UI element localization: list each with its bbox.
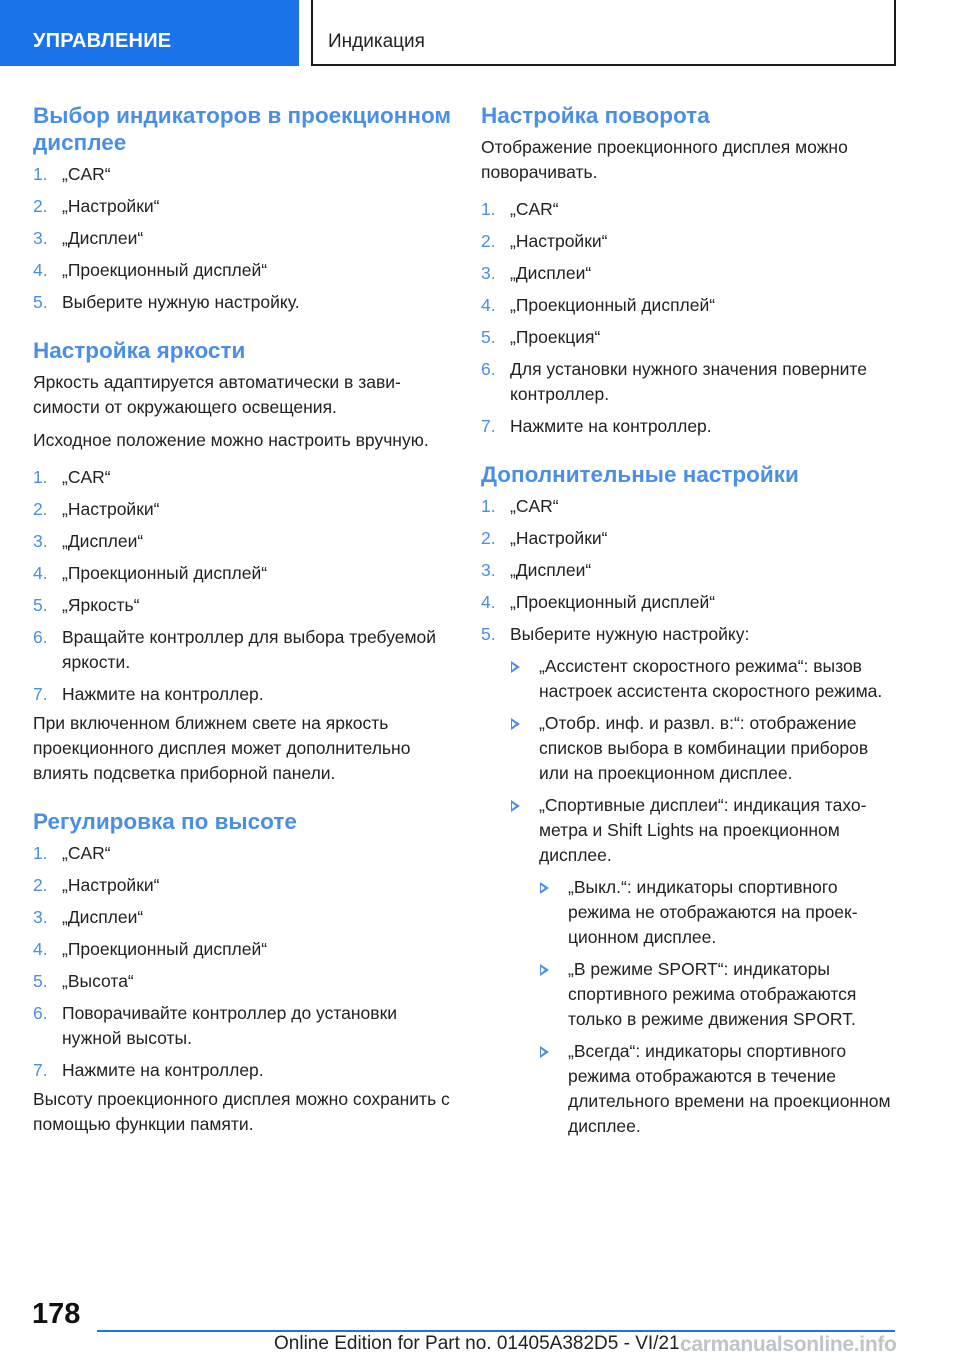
paragraph: Высоту проекционного дисплея можно сохранить с помощью функции памяти. [33,1089,450,1134]
list-item: 5. Выберите нужную настройку. [33,292,300,312]
sub-sub-list-item: „Всегда“: индикаторы спортивного режима отображаются в течение длительного времени на проекционном дисплее. [539,1039,901,1139]
section-tab [0,0,299,66]
subsection-header [311,0,896,66]
list-item: 6. Для установки нужного значения поверните контроллер. [481,359,867,404]
list-item: 2. „Настройки“ [33,499,160,519]
list-item: 2. „Настройки“ [33,196,160,216]
page-number: 178 [32,1298,81,1330]
subsection-title: Индикация [328,31,425,52]
list-item: 5. „Яркость“ [33,595,140,615]
steps-rotation [481,197,901,439]
list-item: 5. Выберите нужную настройку: „Ассистент скоростного режима“: вызов настроек ассистента скоростного режима. „Отобр. инф. и развл. в:“: отображение списков выбора в комбинации приборов или на проекционном дисплее. „Спортивные дисплеи“: индикация тахометра и Shift Lights на проекционном дисплее. „Выкл.“: индикаторы спортивного режима не отображаются на проекционном дисплее. „В режиме SPORT“: индикаторы спортивного режима отображаются только в режиме движения SPORT. „Всегда“: индикаторы спортивного режима отображаются в течение длительного времени на проекционном дисплее. [481,622,901,1139]
steps-additional-settings [481,494,901,1139]
list-item: 1. „CAR“ [33,843,111,863]
right-column [481,102,901,1146]
paragraph: Отображение проекционного дисплея можно поворачивать. [481,137,848,182]
sub-sub-list-item: „Выкл.“: индикаторы спортивного режима не отображаются на проекционном дисплее. [539,875,901,950]
list-item: 4. „Проекционный дисплей“ [33,563,268,583]
heading-additional-settings: Дополнительные настройки [481,462,799,487]
sub-sub-list-item: „В режиме SPORT“: индикаторы спортивного режима отображаются только в режиме движения SPORT. [539,957,901,1032]
steps-select-indicators [33,162,453,315]
list-item: 1. „CAR“ [481,199,559,219]
list-item: 6. Вращайте контроллер для выбора требуемой яркости. [33,627,437,672]
paragraph: При включенном ближнем свете на яркость проекционного дисплея может дополнительно влиять подсветка приборной панели. [33,713,411,783]
list-item: 3. „Дисплеи“ [33,531,144,551]
list-item: 4. „Проекционный дисплей“ [481,295,716,315]
list-item: 3. „Дисплеи“ [481,560,592,580]
footer-divider [97,1330,895,1332]
steps-brightness [33,465,453,707]
heading-height: Регулировка по высоте [33,809,297,834]
list-item: 5. „Высота“ [33,971,134,991]
list-item: 1. „CAR“ [33,467,111,487]
list-item: 6. Поворачивайте контроллер до установки нужной высоты. [33,1003,398,1048]
steps-height [33,841,453,1083]
section-title: УПРАВЛЕНИЕ [33,30,172,52]
triangle-bullet-icon [511,800,520,812]
sub-list [510,654,901,1139]
left-column [33,102,453,1145]
sub-list-item: „Ассистент скоростного режима“: вызов настроек ассистента скоростного режима. [510,654,901,704]
list-item: 7. Нажмите на контроллер. [33,1060,264,1080]
triangle-bullet-icon [540,964,549,976]
list-item: 7. Нажмите на контроллер. [33,684,264,704]
list-item: 3. „Дисплеи“ [481,263,592,283]
heading-rotation: Настройка поворота [481,103,710,128]
heading-select-indicators: Выбор индикаторов в проекционном дисплее [33,103,452,155]
sub-sub-list [539,875,901,1139]
list-item: 2. „Настройки“ [33,875,160,895]
edition-text: Online Edition for Part no. 01405A382D5 - VI/21 [274,1333,680,1354]
heading-brightness: Настройка яркости [33,338,246,363]
list-item: 4. „Проекционный дисплей“ [33,260,268,280]
list-item: 4. „Проекционный дисплей“ [33,939,268,959]
list-item: 5. „Проекция“ [481,327,601,347]
paragraph: Яркость адаптируется автоматически в зависимости от окружающего освещения. [33,372,401,417]
triangle-bullet-icon [540,1046,549,1058]
paragraph: Исходное положение можно настроить вручную. [33,430,429,450]
list-item: 3. „Дисплеи“ [33,228,144,248]
triangle-bullet-icon [511,718,520,730]
list-item: 2. „Настройки“ [481,231,608,251]
triangle-bullet-icon [511,661,520,673]
list-item: 4. „Проекционный дисплей“ [481,592,716,612]
list-item: 3. „Дисплеи“ [33,907,144,927]
list-item: 1. „CAR“ [33,164,111,184]
sub-list-item: „Отобр. инф. и развл. в:“: отображение списков выбора в комбинации приборов или на проекционном дисплее. [510,711,901,786]
sub-list-item: „Спортивные дисплеи“: индикация тахометра и Shift Lights на проекционном дисплее. „Выкл.“: индикаторы спортивного режима не отображаются на проекционном дисплее. „В режиме SPORT“: индикаторы спортивного режима отображаются только в режиме движения SPORT. „Всегда“: индикаторы спортивного режима отображаются в течение длительного времени на проекционном дисплее. [510,793,901,1139]
triangle-bullet-icon [540,882,549,894]
list-item: 7. Нажмите на контроллер. [481,416,712,436]
watermark: carmanualsonline.info [680,1333,897,1356]
list-item: 2. „Настройки“ [481,528,608,548]
list-item: 1. „CAR“ [481,496,559,516]
